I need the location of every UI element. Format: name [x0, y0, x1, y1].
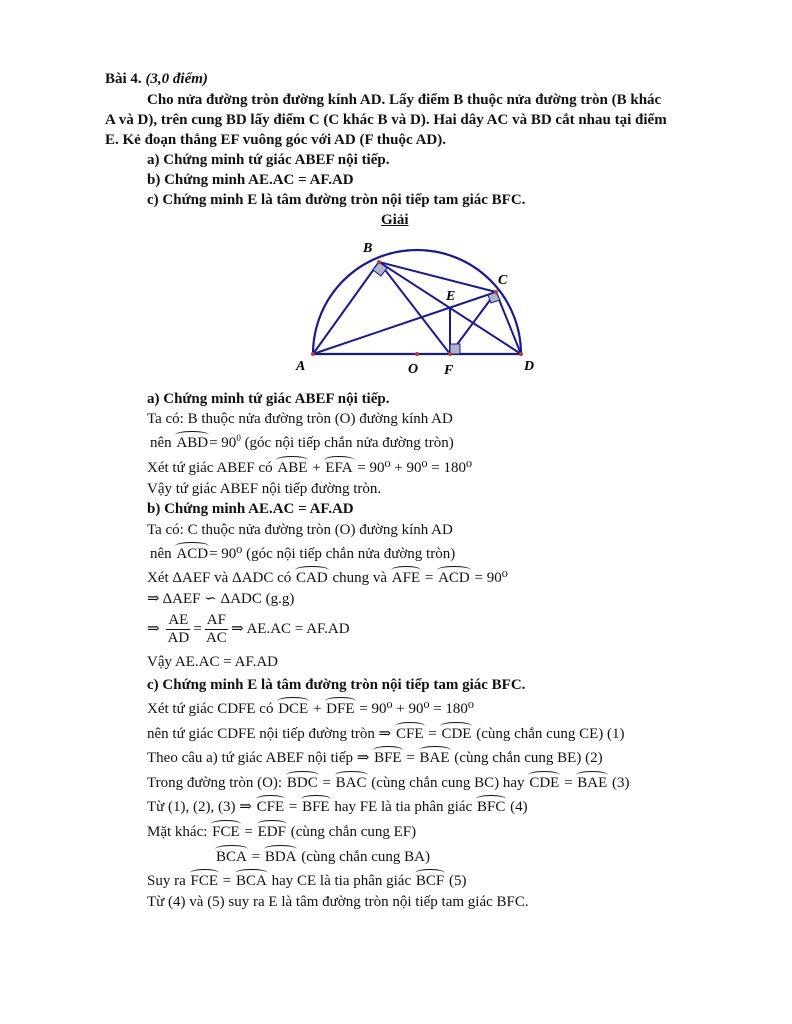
angle-dfe: DFE — [326, 701, 355, 717]
segment-ac — [313, 292, 496, 354]
angle-cde-2: CDE — [529, 775, 560, 791]
part-c-line-8: Suy ra FCE = BCA hay CE là tia phân giác BCF (5) — [147, 873, 467, 889]
angle-acd: ACD — [176, 546, 209, 562]
problem-points: (3,0 điểm) — [145, 71, 208, 87]
angle-bcf: BCF — [415, 873, 445, 889]
angle-cfe-2: CFE — [256, 799, 285, 815]
angle-acd-2: ACD — [438, 570, 470, 586]
question-c: c) Chứng minh E là tâm đường tròn nội tiếp tam giác BFC. — [147, 192, 526, 208]
part-b-line-4: ⇒ ΔAEF ∽ ΔADC (g.g) — [147, 591, 295, 607]
part-c-title: c) Chứng minh E là tâm đường tròn nội tiếp tam giác BFC. — [147, 677, 526, 693]
angle-cde: CDE — [441, 726, 472, 742]
point-o — [415, 352, 419, 356]
part-c-line-5: Từ (1), (2), (3) ⇒ CFE = BFE hay FE là tia phân giác BFC (4) — [147, 799, 528, 815]
label-o: O — [408, 362, 419, 377]
part-c-line-7: BCA = BDA (cùng chắn cung BA) — [216, 849, 430, 865]
part-b-line-1: Ta có: C thuộc nửa đường tròn (O) đường kính AD — [147, 522, 453, 538]
angle-cfe: CFE — [395, 726, 424, 742]
fraction-af-ac: $\frac{AF}{AC}$ — [205, 612, 227, 647]
point-c — [494, 290, 498, 294]
part-b-line-3: Xét ΔAEF và ΔADC có CAD chung và AFE = ACD = 90⁰ — [147, 570, 508, 586]
problem-statement-3: E. Kẻ đoạn thẳng EF vuông góc với AD (F thuộc AD). — [105, 132, 446, 148]
part-c-line-3: Theo câu a) tứ giác ABEF nội tiếp ⇒ BFE = BAE (cùng chắn cung BE) (2) — [147, 750, 603, 766]
problem-statement-1: Cho nửa đường tròn đường kính AD. Lấy điểm B thuộc nửa đường tròn (B khác — [147, 92, 662, 108]
part-c-line-4: Trong đường tròn (O): BDC = BAC (cùng chắn cung BC) hay CDE = BAE (3) — [147, 775, 630, 791]
solution-title: Giải — [381, 212, 409, 228]
angle-fce: FCE — [212, 824, 240, 840]
label-f: F — [444, 363, 454, 378]
part-c-line-9: Từ (4) và (5) suy ra E là tâm đường tròn nội tiếp tam giác BFC. — [147, 894, 529, 910]
angle-bfe: BFE — [374, 750, 402, 766]
angle-bfc: BFC — [476, 799, 506, 815]
angle-bca: BCA — [216, 849, 247, 865]
part-c-line-6: Mặt khác: FCE = EDF (cùng chắn cung EF) — [147, 824, 417, 840]
part-b-line-6: Vậy AE.AC = AF.AD — [147, 654, 279, 670]
label-a: A — [296, 359, 306, 374]
point-b — [377, 260, 381, 264]
part-c-line-1: Xét tứ giác CDFE có DCE + DFE = 90⁰ + 90⁰ = 180⁰ — [147, 701, 474, 717]
angle-bac: BAC — [335, 775, 367, 791]
part-b-line-2: nên ACD= 90⁰ (góc nội tiếp chắn nửa đường tròn) — [150, 546, 456, 562]
angle-dce: DCE — [278, 701, 309, 717]
angle-edf: EDF — [257, 824, 286, 840]
segment-bc — [379, 262, 496, 292]
part-a-line-4: Vậy tứ giác ABEF nội tiếp đường tròn. — [147, 481, 382, 497]
angle-abe: ABE — [277, 460, 308, 476]
angle-afe: AFE — [391, 570, 421, 586]
segment-bf — [379, 262, 450, 354]
question-b: b) Chứng minh AE.AC = AF.AD — [147, 172, 354, 188]
right-angle-f — [450, 344, 460, 354]
point-a — [311, 352, 315, 356]
fraction-ae-ad: $\frac{AE}{AD}$ — [167, 612, 190, 647]
part-b-title: b) Chứng minh AE.AC = AF.AD — [147, 501, 354, 517]
angle-bca-2: BCA — [235, 873, 267, 889]
part-a-line-2: nên $ABD= 90^0$ (góc nội tiếp chắn nửa đường tròn) — [150, 433, 454, 451]
point-d — [519, 352, 523, 356]
angle-bfe-2: BFE — [302, 799, 330, 815]
angle-fce-2: FCE — [190, 873, 219, 889]
angle-cad: CAD — [296, 570, 328, 586]
part-b-line-5: ⇒ $\frac{AE}{AD}$ = $\frac{AF}{AC}$ ⇒ AE.AC = AF.AD — [147, 612, 350, 647]
part-a-title: a) Chứng minh tứ giác ABEF nội tiếp. — [147, 391, 390, 407]
point-f — [448, 352, 452, 356]
part-c-line-2: nên tứ giác CDFE nội tiếp đường tròn ⇒ CFE = CDE (cùng chắn cung CE) (1) — [147, 726, 625, 742]
angle-efa: EFA — [325, 460, 353, 476]
angle-bdc: BDC — [286, 775, 318, 791]
label-c: C — [498, 273, 508, 288]
part-a-line-3: Xét tứ giác ABEF có ABE + EFA = 90⁰ + 90⁰ = 180⁰ — [147, 460, 472, 476]
part-a-line-1: Ta có: B thuộc nửa đường tròn (O) đường kính AD — [147, 411, 453, 427]
label-b: B — [363, 241, 373, 256]
label-d: D — [524, 359, 535, 374]
angle-abd: ABD — [176, 435, 209, 451]
question-a: a) Chứng minh tứ giác ABEF nội tiếp. — [147, 152, 390, 168]
angle-bda: BDA — [264, 849, 297, 865]
problem-heading: Bài 4. — [105, 71, 142, 87]
problem-statement-2: A và D), trên cung BD lấy điểm C (C khác B và D). Hai dây AC và BD cắt nhau tại điểm — [105, 112, 667, 128]
label-e: E — [446, 289, 456, 304]
angle-bae: BAE — [419, 750, 450, 766]
angle-bae-2: BAE — [577, 775, 608, 791]
